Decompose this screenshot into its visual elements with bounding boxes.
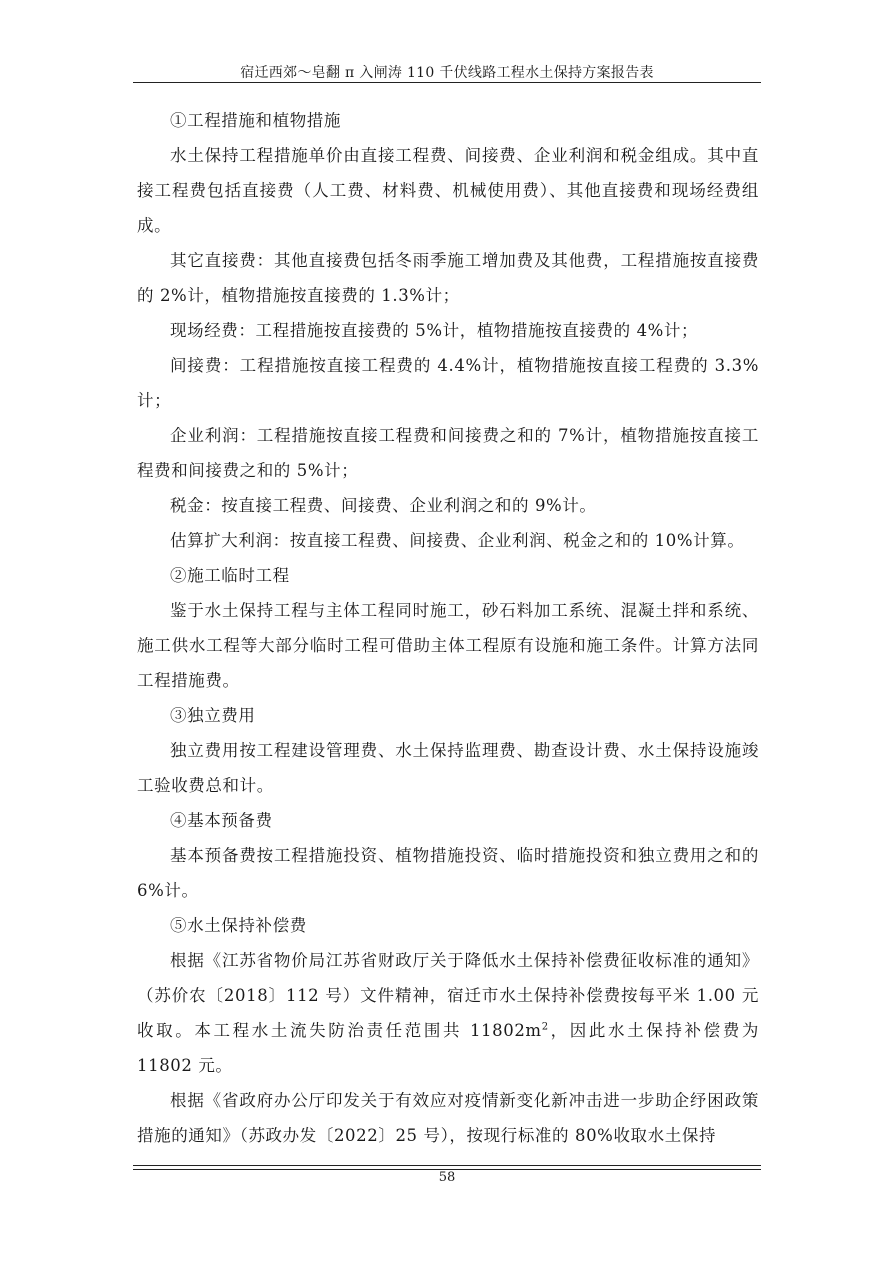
paragraph-policy-reduction: 根据《省政府办公厅印发关于有效应对疫情新变化新冲击进一步助企纾困政策措施的通知》（苏政办发〔2022〕25 号），按现行标准的 80%收取水土保持 (137, 1091, 759, 1145)
footer-rule (133, 1165, 761, 1166)
paragraph-independent-costs: 独立费用按工程建设管理费、水土保持监理费、勘查设计费、水土保持设施竣工验收费总和计。 (137, 741, 759, 795)
area-unit-superscript: 2 (541, 1021, 549, 1033)
compensation-area-text: 本工程水土流失防治责任范围共 11802m (194, 1021, 542, 1040)
paragraph-other-direct-cost: 其它直接费：其他直接费包括冬雨季施工增加费及其他费，工程措施按直接费的 2%计，植物措施按直接费的 1.3%计； (137, 251, 759, 305)
paragraph-enterprise-profit: 企业利润：工程措施按直接工程费和间接费之和的 7%计，植物措施按直接工程费和间接费之和的 5%计； (137, 426, 759, 480)
section-heading-engineering-measures: ①工程措施和植物措施 (170, 111, 341, 130)
compensation-basis-text: 根据《江苏省物价局江苏省财政厅关于降低水土保持补偿费征收标准的通知》（苏价农〔2018〕112 号）文件精神，宿迁市水土保持补偿费按每平米 1.00 元收取。 (137, 951, 759, 1040)
compensation-amount-text: ，因此水土保持补偿费为 11802 元。 (137, 1021, 759, 1075)
paragraph-site-expenses: 现场经费：工程措施按直接费的 5%计，植物措施按直接费的 4%计； (170, 321, 699, 340)
section-heading-basic-reserve: ④基本预备费 (170, 811, 273, 830)
paragraph-unit-price-composition: 水土保持工程措施单价由直接工程费、间接费、企业利润和税金组成。其中直接工程费包括直接费（人工费、材料费、机械使用费）、其他直接费和现场经费组成。 (137, 146, 759, 235)
paragraph-expanded-profit: 估算扩大利润：按直接工程费、间接费、企业利润、税金之和的 10%计算。 (170, 531, 745, 550)
section-heading-compensation-fee: ⑤水土保持补偿费 (170, 916, 307, 935)
page-body (137, 103, 759, 1153)
paragraph-temporary-works: 鉴于水土保持工程与主体工程同时施工，砂石料加工系统、混凝土拌和系统、施工供水工程等大部分临时工程可借助主体工程原有设施和施工条件。计算方法同工程措施费。 (137, 601, 759, 690)
section-heading-temporary-works: ②施工临时工程 (170, 566, 290, 585)
paragraph-tax: 税金：按直接工程费、间接费、企业利润之和的 9%计。 (170, 496, 597, 515)
paragraph-indirect-cost: 间接费：工程措施按直接工程费的 4.4%计，植物措施按直接工程费的 3.3%计； (137, 356, 759, 410)
header-rule (133, 82, 761, 83)
section-heading-independent-costs: ③独立费用 (170, 706, 256, 725)
page-header: 宿迁西郊～皂翻 π 入闸涛 110 千伏线路工程水土保持方案报告表 (240, 65, 654, 81)
paragraph-basic-reserve: 基本预备费按工程措施投资、植物措施投资、临时措施投资和独立费用之和的 6%计。 (137, 846, 759, 900)
page-number: 58 (438, 1170, 456, 1185)
paragraph-compensation-basis (137, 943, 759, 1083)
